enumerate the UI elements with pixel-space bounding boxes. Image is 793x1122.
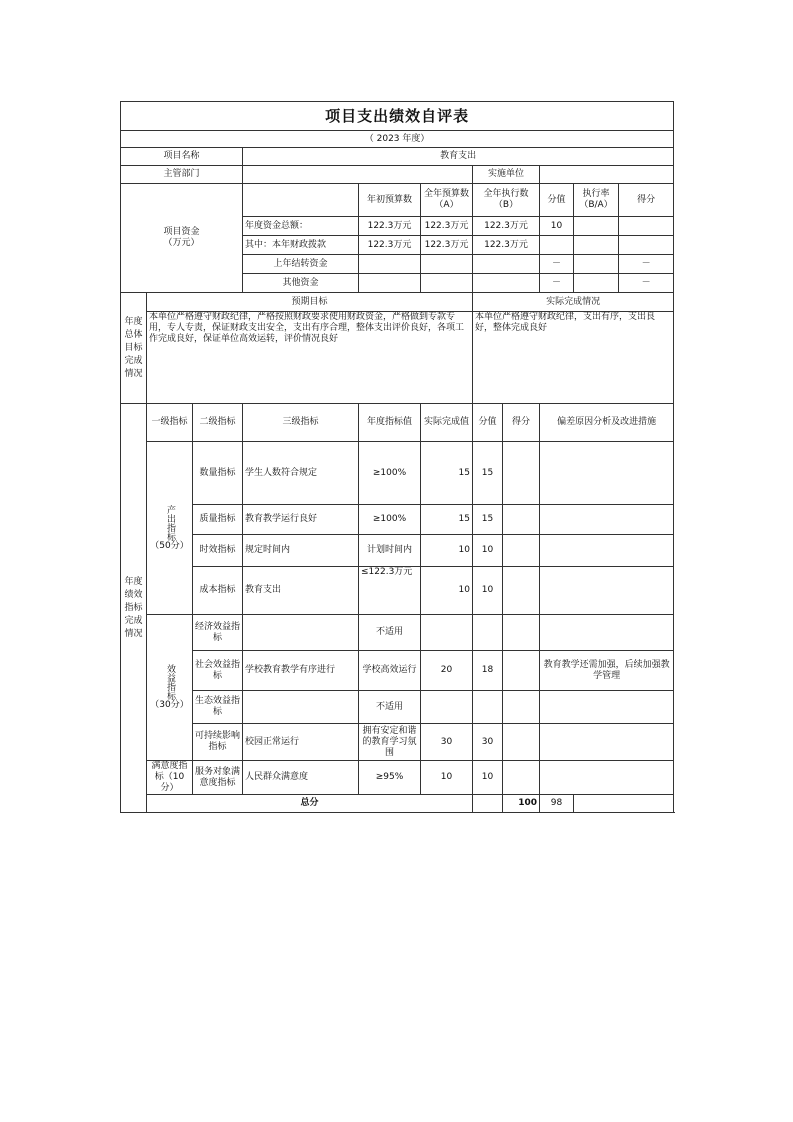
level2-cell: 数量指标 [193,442,243,505]
level1-benefit [147,615,193,761]
target-cell: ≤122.3万元 [359,567,421,615]
level3-cell [243,691,359,724]
level2-cell: 质量指标 [193,505,243,535]
score-cell [503,724,540,761]
funds-row-initial [359,274,421,293]
funds-header-initial: 年初预算数 [359,184,421,217]
funds-row-score-value [540,236,574,255]
funds-row-annual: 122.3万元 [421,217,473,236]
funds-row-score [619,236,674,255]
actual-cell: 20 [421,651,473,691]
total-label: 总分 [147,795,473,813]
score-value-cell: 10 [473,567,503,615]
funds-row-label: 年度资金总额： [243,217,359,236]
level1-output-label: 产出指标 [165,504,175,541]
self-evaluation-sheet [120,101,673,813]
level3-cell: 教育支出 [243,567,359,615]
target-cell: 不适用 [359,615,421,651]
level1-benefit-score: （30分） [150,700,189,710]
score-cell [503,442,540,505]
score-value-cell: 10 [473,535,503,567]
funds-header-annual: 全年预算数（A） [421,184,473,217]
project-name-value: 教育支出 [243,148,674,166]
level3-cell: 人民群众满意度 [243,761,359,795]
funds-row-annual: 122.3万元 [421,236,473,255]
level3-cell: 教育教学运行良好 [243,505,359,535]
header-level1: 一级指标 [147,404,193,442]
note-cell [540,505,674,535]
note-cell [540,442,674,505]
score-cell [503,651,540,691]
funds-row-rate [574,217,619,236]
indicators-side-label: 年度绩效指标完成情况 [121,404,147,813]
dept-label: 主管部门 [121,166,243,184]
funds-row-executed [473,255,540,274]
score-cell [503,761,540,795]
level2-cell: 社会效益指标 [193,651,243,691]
actual-cell [421,615,473,651]
funds-row-label: 上年结转资金 [243,255,359,274]
level1-benefit-label: 效益指标 [165,664,175,700]
actual-cell: 15 [421,505,473,535]
level3-cell: 校园正常运行 [243,724,359,761]
note-cell [540,691,674,724]
level2-cell: 时效指标 [193,535,243,567]
score-cell [503,505,540,535]
funds-row-score: － [619,274,674,293]
total-note-blank [574,795,674,813]
evaluation-table [120,101,674,813]
level3-cell: 学校教育教学有序进行 [243,651,359,691]
target-cell: ≥95% [359,761,421,795]
level3-cell [243,615,359,651]
score-cell [503,567,540,615]
funds-row-initial: 122.3万元 [359,217,421,236]
funds-label [121,184,243,293]
level3-cell: 规定时间内 [243,535,359,567]
level3-cell: 学生人数符合规定 [243,442,359,505]
score-value-cell: 15 [473,442,503,505]
target-cell: 不适用 [359,691,421,724]
level2-cell: 可持续影响指标 [193,724,243,761]
header-note: 偏差原因分析及改进措施 [540,404,674,442]
funds-row-executed: 122.3万元 [473,217,540,236]
funds-header-score-value: 分值 [540,184,574,217]
funds-row-score-value: － [540,255,574,274]
score-value-cell [473,691,503,724]
funds-row-rate [574,274,619,293]
header-target: 年度指标值 [359,404,421,442]
total-target-blank [473,795,503,813]
level2-cell: 服务对象满意度指标 [193,761,243,795]
total-score-value: 100 [503,795,540,813]
target-cell: 计划时间内 [359,535,421,567]
header-level3: 三级指标 [243,404,359,442]
actual-cell [421,691,473,724]
table-title: 项目支出绩效自评表 [121,102,674,131]
impl-label: 实施单位 [473,166,540,184]
funds-row-executed: 122.3万元 [473,236,540,255]
level1-satisfaction: 满意度指标（10分） [147,761,193,795]
note-cell [540,567,674,615]
funds-row-annual [421,274,473,293]
expected-header: 预期目标 [147,293,473,312]
dept-value [243,166,473,184]
header-level2: 二级指标 [193,404,243,442]
total-score: 98 [540,795,574,813]
level2-cell: 成本指标 [193,567,243,615]
score-cell [503,615,540,651]
funds-header-rate: 执行率（B/A） [574,184,619,217]
actual-text: 本单位严格遵守财政纪律，支出有序，支出良好，整体完成良好 [473,312,674,404]
actual-cell: 10 [421,535,473,567]
funds-row-annual [421,255,473,274]
funds-row-score [619,217,674,236]
target-cell: 拥有安定和谐的教育学习氛围 [359,724,421,761]
funds-label-line1: 项目资金 [163,227,200,237]
funds-row-rate [574,255,619,274]
target-cell: ≥100% [359,505,421,535]
funds-row-score: － [619,255,674,274]
actual-cell: 15 [421,442,473,505]
funds-header-score: 得分 [619,184,674,217]
target-cell: 学校高效运行 [359,651,421,691]
note-cell [540,535,674,567]
actual-cell: 30 [421,724,473,761]
header-actual: 实际完成值 [421,404,473,442]
funds-row-label: 其中：本年财政拨款 [243,236,359,255]
score-value-cell: 10 [473,761,503,795]
actual-cell: 10 [421,761,473,795]
note-cell: 教育教学还需加强，后续加强教学管理 [540,651,674,691]
actual-cell: 10 [421,567,473,615]
level1-output-score: （50分） [150,540,189,551]
score-value-cell: 18 [473,651,503,691]
score-value-cell: 15 [473,505,503,535]
note-cell [540,761,674,795]
funds-row-initial [359,255,421,274]
score-value-cell: 30 [473,724,503,761]
actual-header: 实际完成情况 [473,293,674,312]
level2-cell: 生态效益指标 [193,691,243,724]
score-cell [503,691,540,724]
funds-header-blank [243,184,359,217]
header-score: 得分 [503,404,540,442]
score-cell [503,535,540,567]
funds-row-executed [473,274,540,293]
note-cell [540,615,674,651]
funds-row-rate [574,236,619,255]
project-name-label: 项目名称 [121,148,243,166]
funds-label-line2: （万元） [163,238,200,248]
score-value-cell [473,615,503,651]
target-cell: ≥100% [359,442,421,505]
funds-row-score-value: 10 [540,217,574,236]
level1-output [147,442,193,615]
funds-row-label: 其他资金 [243,274,359,293]
impl-value [540,166,674,184]
funds-row-initial: 122.3万元 [359,236,421,255]
overall-label: 年度总体目标完成情况 [121,293,147,404]
header-score-value: 分值 [473,404,503,442]
expected-text: 本单位严格遵守财政纪律，严格按照财政要求使用财政资金，严格做到专款专用，专人专责，保证财政支出安全，支出有序合理，整体支出评价良好，各项工作完成良好，保证单位高效运转，评价情况良好 [147,312,473,404]
note-cell [540,724,674,761]
funds-header-executed: 全年执行数（B） [473,184,540,217]
level2-cell: 经济效益指标 [193,615,243,651]
year-line: （ 2023 年度） [121,131,674,148]
funds-row-score-value: － [540,274,574,293]
